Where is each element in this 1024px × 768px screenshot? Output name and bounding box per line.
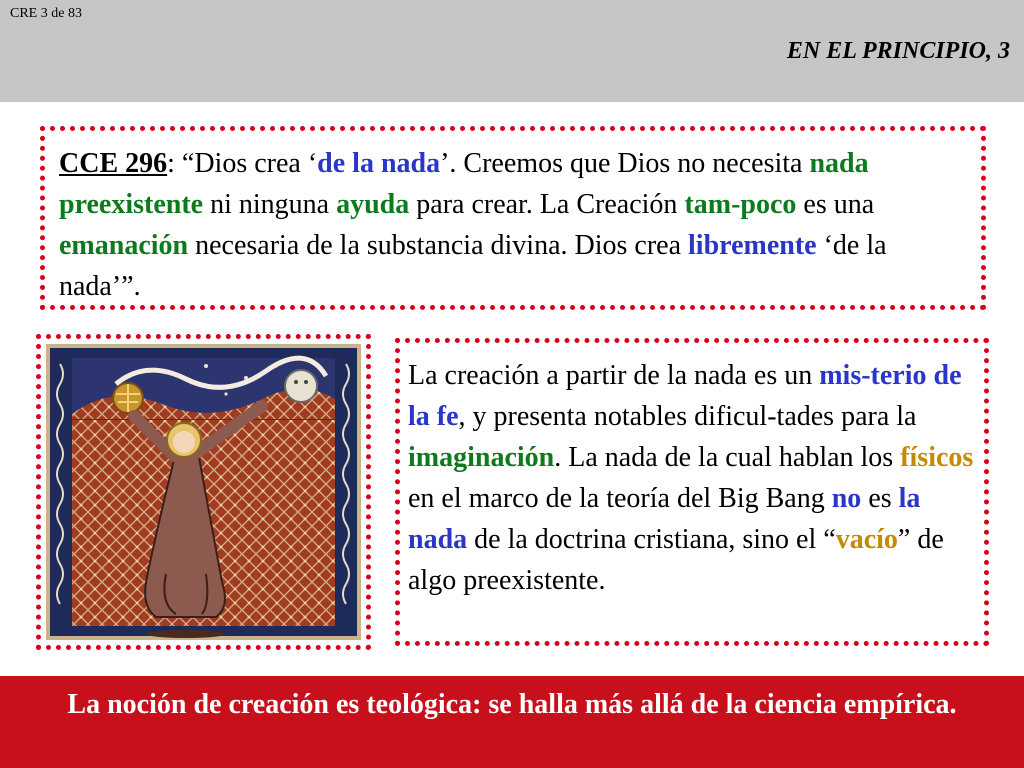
quote-segment: para crear. La Creación bbox=[409, 189, 685, 220]
highlight-tampoco: tam-poco bbox=[684, 189, 797, 220]
quote-box bbox=[40, 126, 986, 310]
explanation-segment: La creación a partir de la nada es un bbox=[408, 360, 820, 391]
conclusion-text: La noción de creación es teológica: se halla más allá de la ciencia empírica. bbox=[67, 689, 957, 720]
page-counter: CRE 3 de 83 bbox=[10, 6, 82, 21]
explanation-segment: en el marco de la teoría del Big Bang bbox=[408, 483, 832, 514]
slide-header bbox=[0, 0, 1024, 102]
highlight-de-la-nada: de la nada bbox=[317, 148, 441, 179]
quote-segment: necesaria de la substancia divina. Dios crea bbox=[188, 230, 689, 261]
catechism-reference: CCE 296 bbox=[59, 148, 168, 179]
quote-segment: : “Dios crea ‘ bbox=[167, 148, 318, 179]
highlight-libremente: libremente bbox=[688, 230, 817, 261]
explanation-segment: ” de algo preexistente. bbox=[408, 524, 944, 596]
highlight-no: no bbox=[831, 483, 862, 514]
highlight-la-nada: la nada bbox=[408, 483, 921, 555]
highlight-vacio: vacío bbox=[835, 524, 898, 555]
quote-segment: es una bbox=[796, 189, 875, 220]
highlight-misterio-de-la-fe: mis-terio de la fe bbox=[408, 360, 962, 432]
slide-title: EN EL PRINCIPIO, 3 bbox=[786, 38, 1010, 64]
highlight-fisicos: físicos bbox=[900, 442, 974, 473]
quote-segment: ni ninguna bbox=[203, 189, 337, 220]
quote-segment: ‘de la nada’”. bbox=[59, 230, 887, 302]
quote-segment: ’. Creemos que Dios no necesita bbox=[440, 148, 810, 179]
explanation-segment: . La nada de la cual hablan los bbox=[554, 442, 901, 473]
highlight-imaginacion: imaginación bbox=[408, 442, 555, 473]
medieval-creation-illumination bbox=[46, 344, 361, 640]
explanation-segment: , y presenta notables dificul-tades para la bbox=[458, 401, 917, 432]
highlight-emanacion: emanación bbox=[59, 230, 189, 261]
conclusion-banner bbox=[0, 676, 1024, 768]
explanation-text bbox=[408, 355, 974, 601]
illustration-frame bbox=[36, 334, 371, 650]
quote-text bbox=[59, 143, 967, 307]
highlight-ayuda: ayuda bbox=[336, 189, 410, 220]
explanation-box bbox=[395, 338, 989, 646]
explanation-segment: es bbox=[861, 483, 899, 514]
highlight-nada-preexistente: nada preexistente bbox=[59, 148, 869, 220]
explanation-segment: de la doctrina cristiana, sino el “ bbox=[467, 524, 836, 555]
